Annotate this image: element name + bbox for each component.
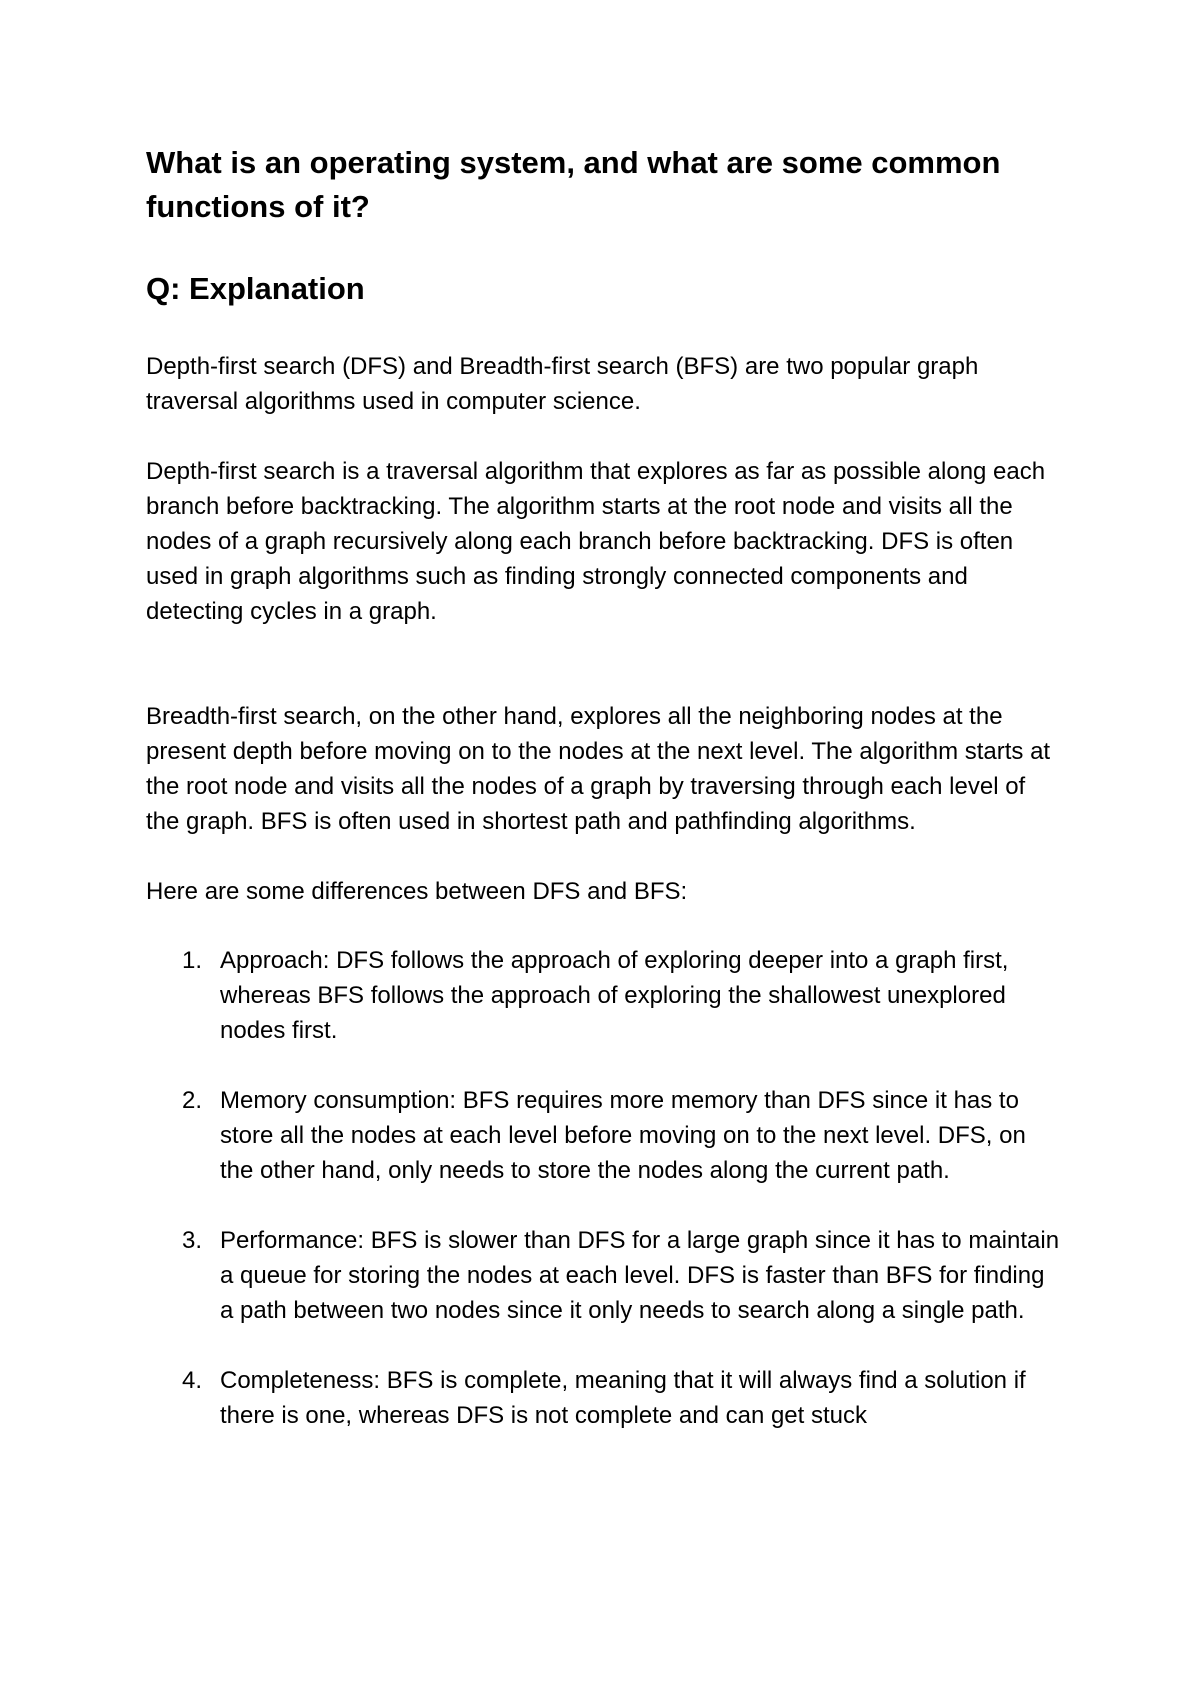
- paragraph-dfs: Depth-first search is a traversal algorithm that explores as far as possible along each branch before backtracking. The algorithm starts at the root node and visits all the nodes of a graph recursively along each branch before backtracking. DFS is often used in graph algorithms such as finding strongly connected components and detecting cycles in a graph.: [146, 458, 1046, 625]
- document-title: What is an operating system, and what are some common functions of it?: [146, 145, 1001, 224]
- list-item-text: Approach: DFS follows the approach of exploring deeper into a graph first, whereas BFS follows the approach of exploring the shallowest unexplored nodes first.: [220, 947, 1009, 1044]
- list-item-text: Performance: BFS is slower than DFS for a large graph since it has to maintain a queue for storing the nodes at each level. DFS is faster than BFS for finding a path between two nodes since it only needs to search along a single path.: [220, 1227, 1060, 1324]
- list-item: [146, 1363, 1060, 1433]
- list-item-text: Completeness: BFS is complete, meaning that it will always find a solution if there is one, whereas DFS is not complete and can get stuck: [220, 1367, 1026, 1429]
- differences-list: [146, 943, 1076, 1433]
- list-item-text: Memory consumption: BFS requires more memory than DFS since it has to store all the nodes at each level before moving on to the next level. DFS, on the other hand, only needs to store the nodes along the current path.: [220, 1087, 1026, 1184]
- list-item-number: 1.: [182, 947, 203, 974]
- list-item-number: 4.: [182, 1367, 203, 1394]
- section-heading: Q: Explanation: [146, 271, 365, 306]
- list-item: [146, 1083, 1060, 1188]
- list-item: [146, 1223, 1060, 1328]
- document-content: [146, 141, 1076, 1468]
- paragraph-bfs: Breadth-first search, on the other hand, explores all the neighboring nodes at the present depth before moving on to the nodes at the next level. The algorithm starts at the root node and visits all the nodes of a graph by traversing through each level of the graph. BFS is often used in shortest path and pathfinding algorithms.: [146, 703, 1051, 835]
- list-item: [146, 943, 1060, 1048]
- list-item-number: 2.: [182, 1087, 203, 1114]
- paragraph-intro: Depth-first search (DFS) and Breadth-first search (BFS) are two popular graph traversal algorithms used in computer science.: [146, 353, 979, 415]
- paragraph-differences-intro: Here are some differences between DFS and BFS:: [146, 878, 688, 905]
- list-item-number: 3.: [182, 1227, 203, 1254]
